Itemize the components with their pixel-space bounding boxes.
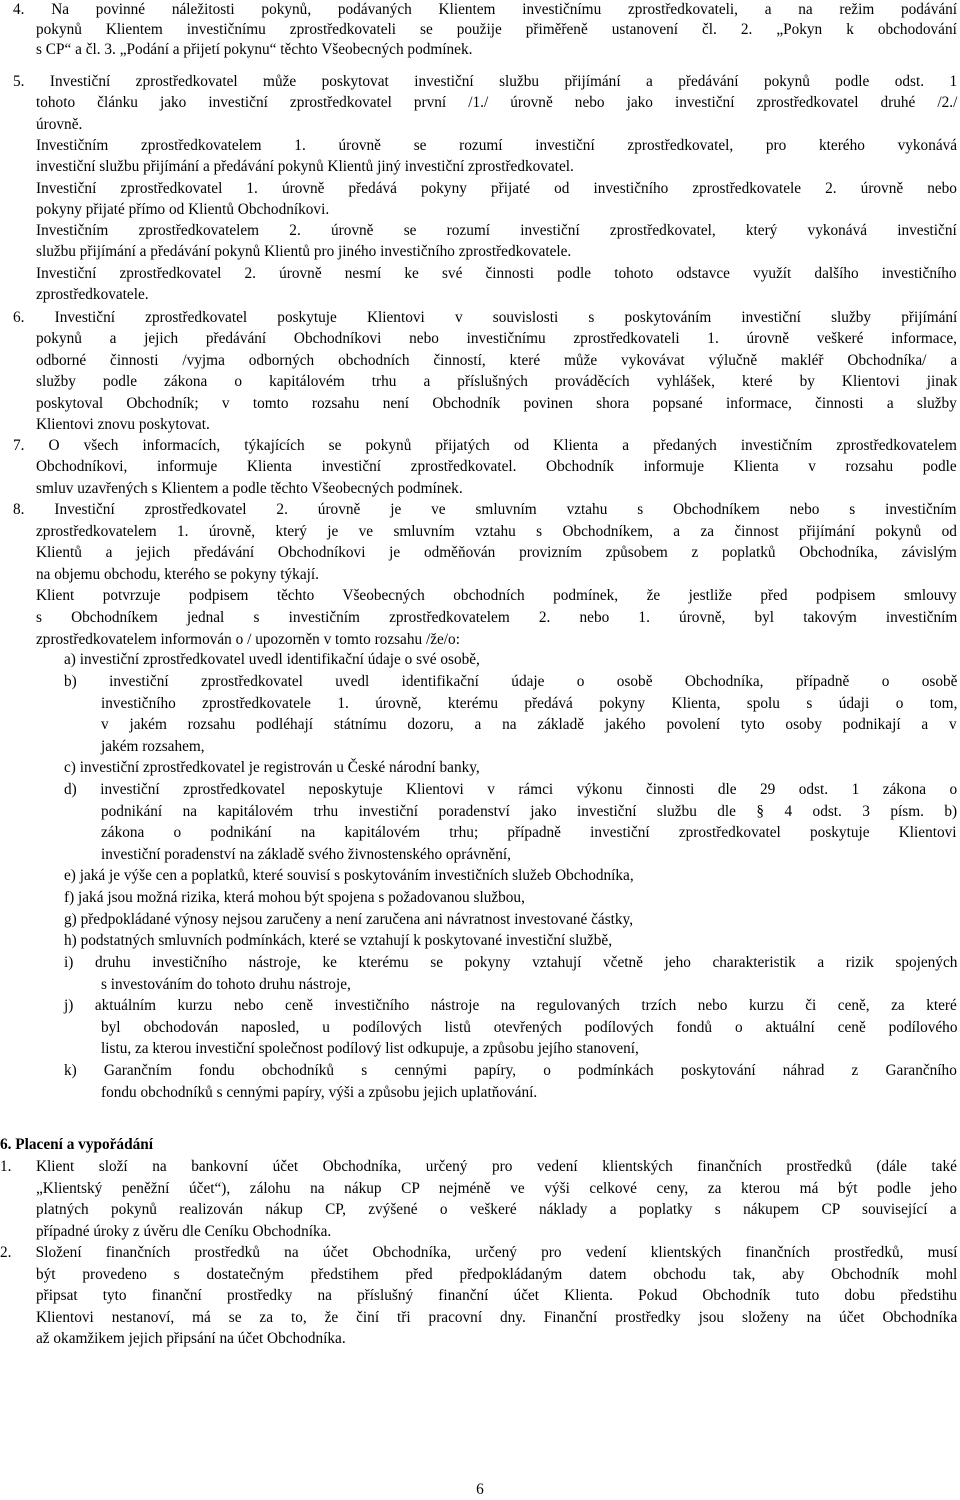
text-line: zprostředkovatele.	[36, 286, 149, 303]
text-line: c) investiční zprostředkovatel je registrován u České národní banky,	[64, 759, 480, 776]
text-line: s CP“ a čl. 3. „Podání a přijetí pokynu“ těchto Všeobecných podmínek.	[36, 41, 473, 58]
text-line: a) investiční zprostředkovatel uvedl identifikační údaje o své osobě,	[64, 651, 480, 668]
text-line: platných pokynů realizován nákup CP, zvýšené o veškeré náklady a poplatky s nákupem CP související a	[36, 1201, 957, 1218]
text-line: Investiční zprostředkovatel 1. úrovně předává pokyny přijaté od investičního zprostředkovatele 2. úrovně nebo	[36, 179, 957, 197]
text-line: zprostředkovatelem informován o / upozorněn v tomto rozsahu /že/o:	[36, 630, 460, 648]
text-line: pokyny přijaté přímo od Klientů Obchodníkovi.	[36, 200, 330, 218]
text-line: úrovně.	[36, 115, 83, 133]
text-line: připsat tyto finanční prostředky na příslušný finanční účet Klienta. Pokud Obchodník tuto dobu předstihu	[36, 1287, 958, 1304]
text-line: Investičním zprostředkovatelem 2. úrovně se rozumí investiční zprostředkovatel, který vykonává investiční	[36, 222, 957, 240]
text-line: Investiční zprostředkovatel 2. úrovně nesmí ke své činnosti podle tohoto odstavce využít dalšího investičního	[36, 264, 957, 282]
text-line: 7. O všech informacích, týkajících se pokynů přijatých od Klienta a předaných investičním zprostředkovatelem	[13, 437, 957, 454]
text-line: zákona o podnikání na kapitálovém trhu; případně investiční zprostředkovatel poskytuje Klientovi	[101, 824, 957, 841]
text-line: službu přijímání a předávání pokynů Klientů pro jiného investičního zprostředkovatele.	[36, 243, 572, 261]
text-line: až okamžikem jejich připsání na účet Obchodníka.	[36, 1330, 346, 1347]
text-line: podnikání na kapitálovém trhu investiční poradenství jako investiční službu dle § 4 odst. 3 písm. b)	[101, 802, 958, 820]
text-line: 2. Složení finančních prostředků na účet Obchodníka, určený pro vedení klientských finančních prostředků, musí	[0, 1244, 958, 1261]
text-line: 6. Placení a vypořádání	[0, 1136, 153, 1153]
text-line: fondu obchodníků s cennými papíry, výši a způsobu jejich uplatňování.	[101, 1083, 538, 1101]
text-line: 1. Klient složí na bankovní účet Obchodníka, určený pro vedení klientských finančních prostředků (dále také	[0, 1158, 957, 1175]
text-line: j) aktuálním kurzu nebo ceně investičního nástroje na regulovaných trzích nebo kurzu či ceně, za které	[64, 997, 957, 1014]
text-line: Klientů a jejich předávání Obchodníkovi je odměňován provizním způsobem z poplatků Obchodníka, závislým	[36, 544, 957, 562]
text-line: 8. Investiční zprostředkovatel 2. úrovně je ve smluvním vztahu s Obchodníkem nebo s investičním	[13, 501, 957, 518]
text-line: k) Garančním fondu obchodníků s cennými papíry, o podmínkách poskytování náhrad z Garančního	[64, 1062, 957, 1079]
text-line: pokynů a jejich předávání Obchodníkovi nebo investičnímu zprostředkovateli 1. úrovně veškeré informace,	[36, 330, 957, 348]
text-line: byl obchodován naposled, u podílových listů otevřených podílových fondů o aktuální ceně podílového	[101, 1018, 958, 1036]
text-line: zprostředkovatelem 1. úrovně, který je ve smluvním vztahu s Obchodníkem, a za činnost přijímání pokynů od	[36, 522, 957, 540]
text-line: Investičním zprostředkovatelem 1. úrovně se rozumí investiční zprostředkovatel, pro kterého vykonává	[36, 136, 958, 154]
text-line: s investováním do tohoto druhu nástroje,	[101, 975, 351, 993]
text-line: případné úroky z úvěru dle Ceníku Obchodníka.	[36, 1222, 332, 1240]
text-line: i) druhu investičního nástroje, ke kterému se pokyny vztahují včetně jeho charakteristik a rizik spojených	[64, 954, 958, 971]
text-line: pokynů Klientem investičnímu zprostředkovateli se použije přiměřeně ustanovení čl. 2. „Pokyn k obchodování	[36, 21, 957, 38]
text-line: g) předpokládané výnosy nejsou zaručeny a není zaručena ani návratnost investované částky,	[64, 911, 634, 928]
text-line: investičního zprostředkovatele 1. úrovně, kterému předává pokyny Klienta, spolu s údaji o tom,	[101, 694, 958, 712]
text-line: 6. Investiční zprostředkovatel poskytuje Klientovi v souvislosti s poskytováním investiční služby přijímání	[13, 309, 958, 326]
text-line: s Obchodníkem jednal s investičním zprostředkovatelem 2. nebo 1. úrovně, byl takovým investičním	[36, 609, 958, 626]
text-line: 4. Na povinné náležitosti pokynů, podávaných Klientem investičnímu zprostředkovateli, a na režim podávání	[13, 1, 958, 18]
text-line: smluv uzavřených s Klientem a podle těchto Všeobecných podmínek.	[36, 479, 463, 497]
text-line: „Klientský peněžní účet“), zálohu na nákup CP nejméně ve výši celkové ceny, za kterou má být podle jeho	[36, 1179, 958, 1197]
text-line: Klientovi znovu poskytovat.	[36, 416, 210, 433]
text-line: tohoto článku jako investiční zprostředkovatel první /1./ úrovně nebo jako investiční zprostředkovatel druhé /2./	[36, 94, 958, 112]
text-line: h) podstatných smluvních podmínkách, které se vztahují k poskytované investiční službě,	[64, 932, 613, 949]
text-line: investiční službu přijímání a předávání pokynů Klientů jiný investiční zprostředkovatel.	[36, 158, 574, 176]
text-line: investiční poradenství na základě svého živnostenského oprávnění,	[101, 845, 511, 863]
text-line: e) jaká je výše cen a poplatků, které souvisí s poskytováním investičních služeb Obchodníka,	[64, 867, 634, 884]
text-line: jakém rozsahem,	[101, 737, 205, 755]
text-line: d) investiční zprostředkovatel neposkytuje Klientovi v rámci výkonu činnosti dle 29 odst. 1 zákona o	[64, 781, 958, 798]
text-line: na objemu obchodu, kterého se pokyny týkají.	[36, 565, 319, 583]
text-line: odborné činnosti /vyjma odborných obchodních činností, které může vykovávat výlučně makléř Obchodníka/ a	[36, 351, 958, 369]
text-line: služby podle zákona o kapitálovém trhu a příslušných prováděcích vyhlášek, které by Klientovi jinak	[36, 373, 958, 391]
text-line: 5. Investiční zprostředkovatel může poskytovat investiční službu přijímání a předávání pokynů podle odst. 1	[13, 73, 958, 90]
text-line: Klient potvrzuje podpisem těchto Všeobecných obchodních podmínek, že jestliže před podpisem smlouvy	[36, 587, 957, 605]
text-line: listu, za kterou investiční společnost podílový list odkupuje, a způsobu jejího stanovení,	[101, 1040, 639, 1057]
text-line: být provedeno s dostatečným předstihem před předpokládaným datem obchodu tak, aby Obchodník mohl	[36, 1265, 958, 1283]
text-line: poskytoval Obchodník; v tomto rozsahu není Obchodník povinen shora popsané informace, činnosti a služby	[36, 394, 957, 412]
text-line: Obchodníkovi, informuje Klienta investiční zprostředkovatel. Obchodník informuje Klienta v rozsahu podle	[36, 458, 957, 476]
text-line: b) investiční zprostředkovatel uvedl identifikační údaje o osobě Obchodníka, případně o osobě	[64, 673, 958, 690]
text-line: v jakém rozsahu podléhají státnímu dozoru, a na základě jakého povolení tyto osoby podnikají a v	[101, 716, 957, 733]
text-line: f) jaká jsou možná rizika, která mohou být spojena s požadovanou službou,	[64, 889, 525, 906]
page-number: 6	[476, 1481, 484, 1498]
text-line: Klientovi nestanoví, má se za to, že činí tři pracovní dny. Finanční prostředky jsou složeny na účet Obchodníka	[36, 1308, 958, 1326]
